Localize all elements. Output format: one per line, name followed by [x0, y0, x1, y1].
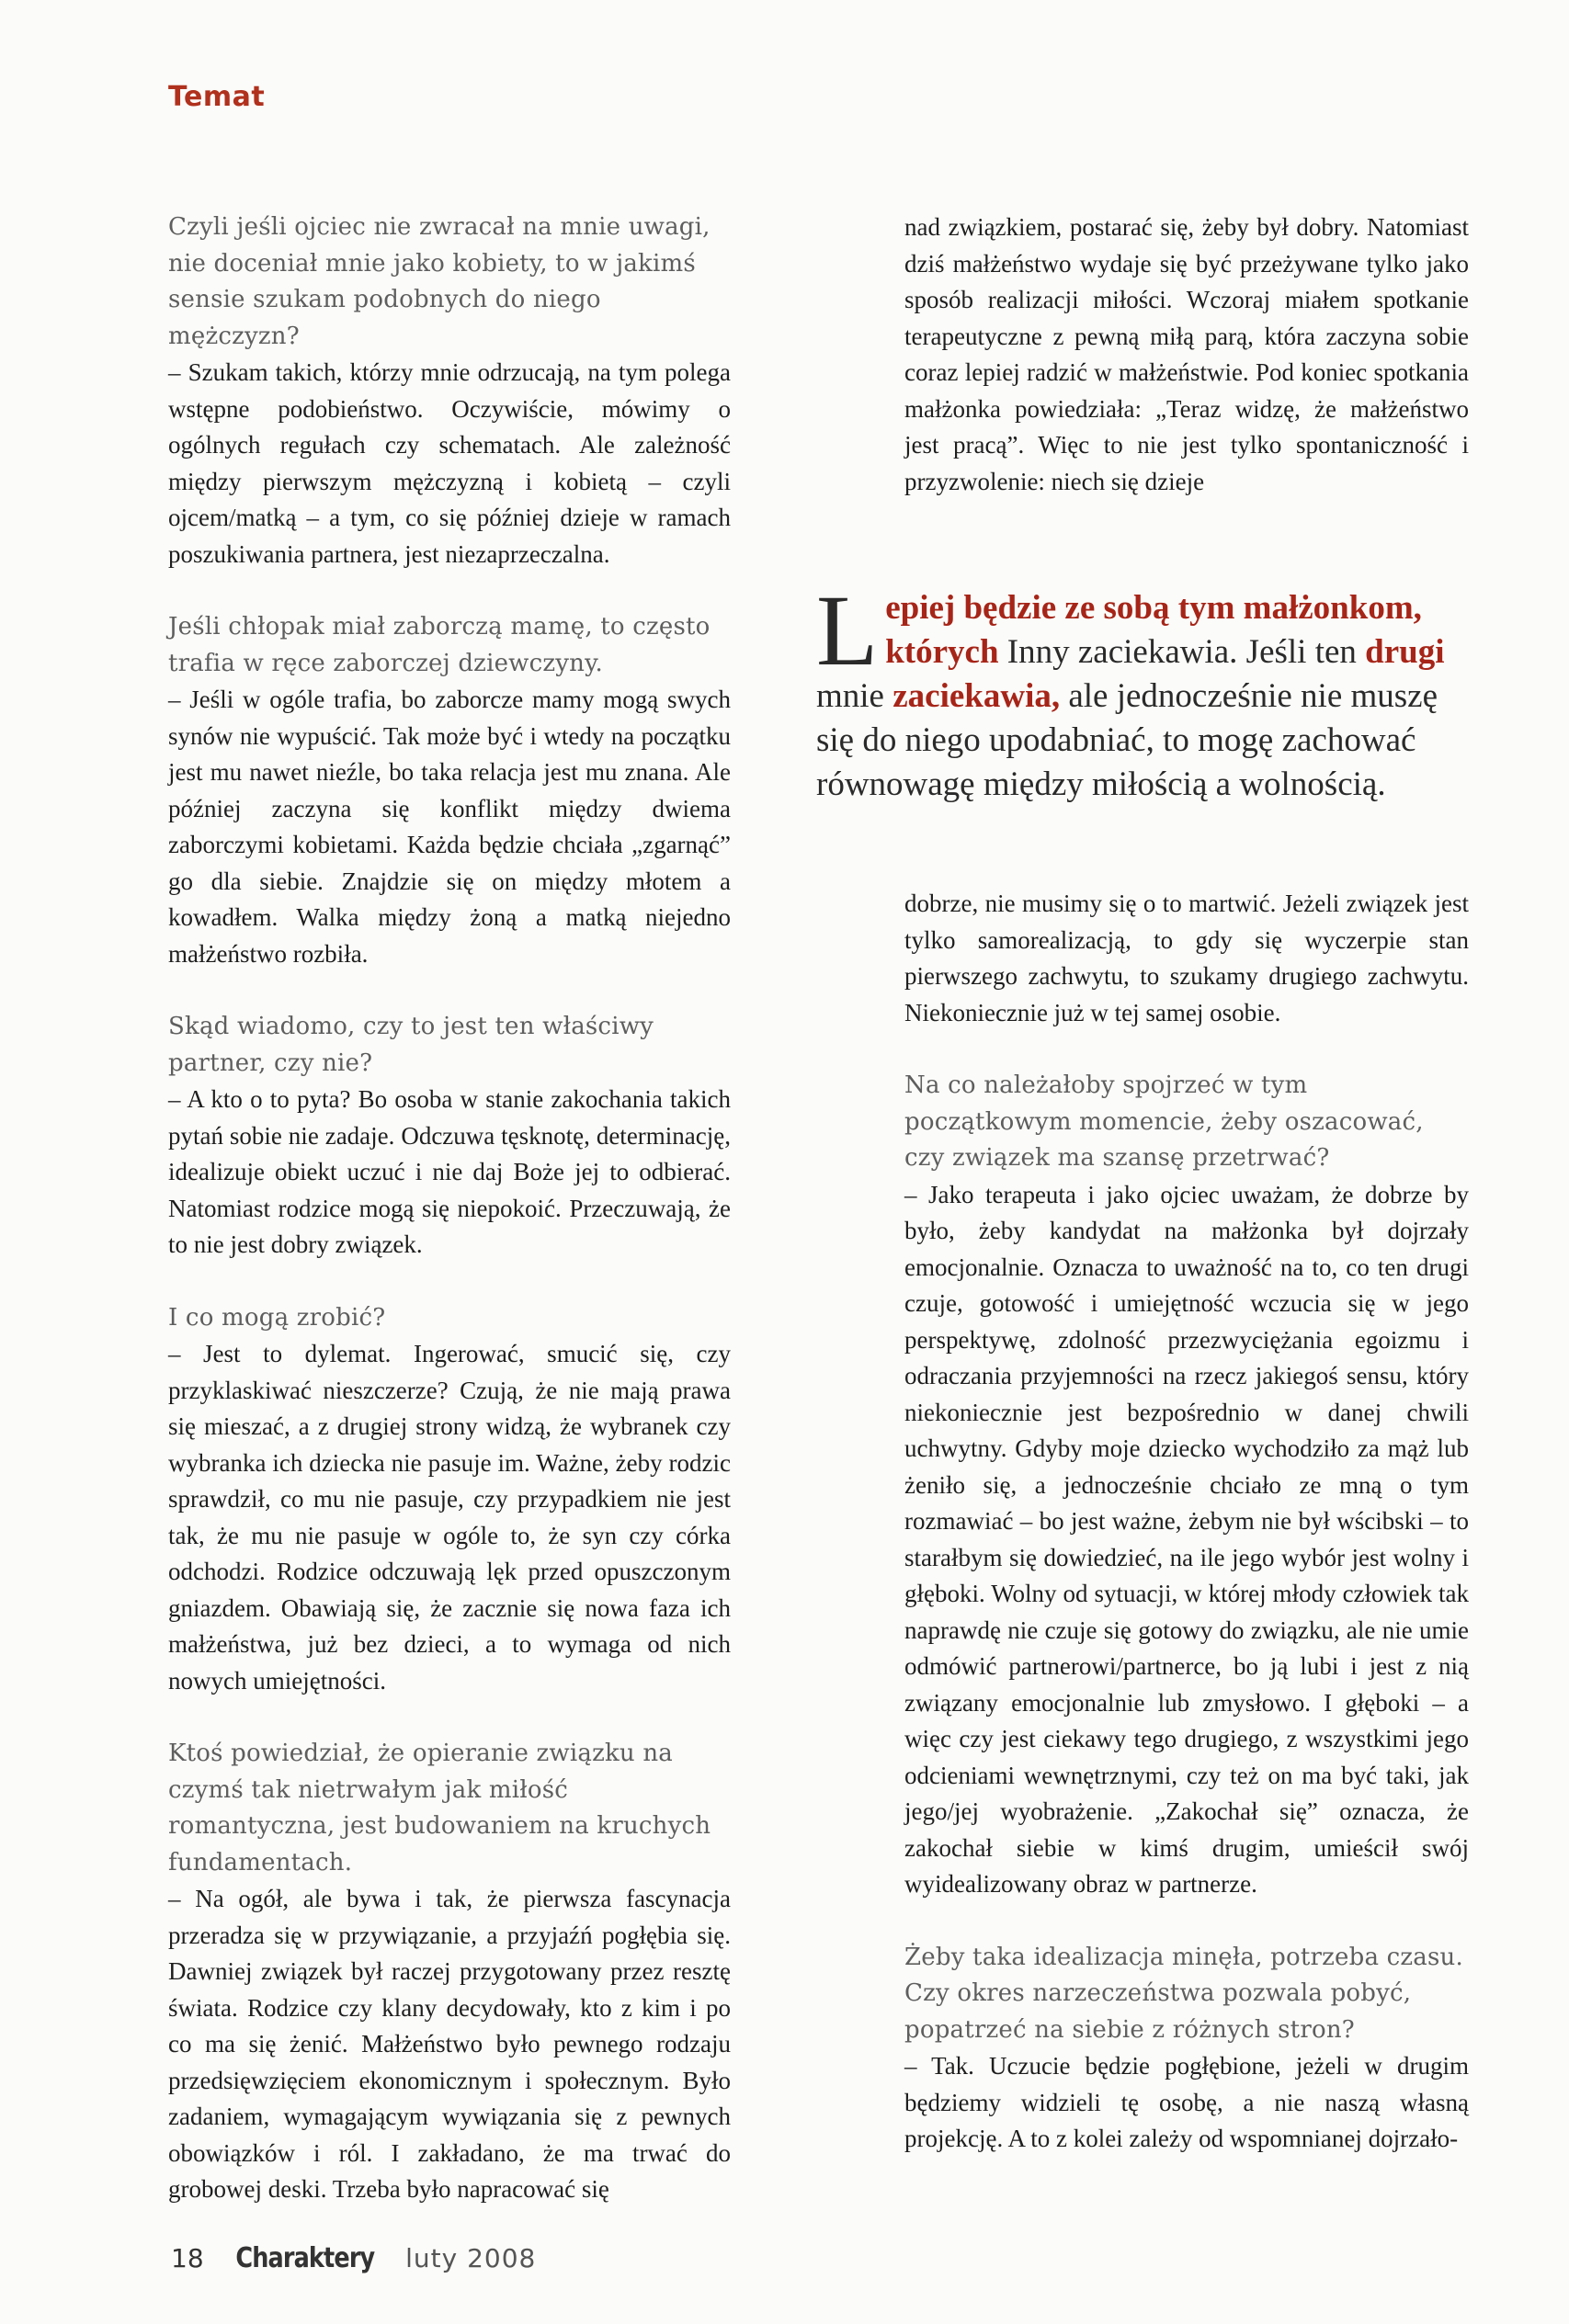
issue-date: luty 2008: [405, 2243, 537, 2273]
interview-question: Skąd wiadomo, czy to jest ten właściwy partner, czy nie?: [168, 1013, 654, 1077]
right-column-top: [904, 210, 1469, 500]
continued-paragraph: nad związkiem, postarać się, żeby był dobry. Natomiast dziś małżeństwo wydaje się być przeżywane tylko jako sposób realizacji miłości. Wczoraj miałem spotkanie terapeutyczne z pewną miłą parą, która zaczyna sobie coraz lepiej radzić w małżeństwie. Pod koniec spotkania małżonka powiedziała: „Teraz widzę, że małżeństwo jest pracą”. Więc to nie jest tylko spontaniczność i przyzwolenie: niech się dzieje: [904, 213, 1469, 495]
pull-quote-highlight: zaciekawia,: [893, 677, 1061, 715]
interview-question: I co mogą zrobić?: [168, 1303, 386, 1332]
qa-block: [168, 1009, 731, 1264]
qa-block: [904, 1940, 1469, 2158]
interview-question: Jeśli chłopak miał zaborczą mamę, to często trafia w ręce zaborczej dziewczyny.: [168, 613, 711, 677]
right-column-bottom: [904, 886, 1469, 2194]
continued-block: [904, 886, 1469, 1031]
interview-answer: – Jest to dylemat. Ingerować, smucić się, czy przyklaskiwać nieszczerze? Czują, że nie mają prawa się mieszać, a z drugiej strony widzą, że wybranek czy wybranka ich dziecka nie pasuje im. Ważne, żeby rodzic sprawdził, co mu nie pasuje, czy przypadkiem nie jest tak, że mu nie pasuje w ogóle to, że syn czy córka odchodzi. Rodzice odczuwają lęk przed opuszczonym gniazdem. Obawiają się, że zacznie się nowa faza ich małżeństwa, już bez dzieci, a to wymaga od nich nowych umiejętności.: [168, 1340, 731, 1695]
interview-answer: – Szukam takich, którzy mnie odrzucają, na tym polega wstępne podobieństwo. Oczywiście, mówimy o ogólnych regułach czy schematach. Ale zależność między pierwszym mężczyzną i kobietą – czyli ojcem/matką – a tym, co się później dzieje w ramach poszukiwania partnera, jest niezaprzeczalna.: [168, 358, 731, 568]
pull-quote-drop-cap: L: [816, 574, 879, 686]
section-label: Temat: [168, 81, 266, 113]
interview-answer: – Tak. Uczucie będzie pogłębione, jeżeli w drugim będziemy widzieli tę osobę, a nie naszą własną projekcję. A to z kolei zależy od wspomnianej dojrzało-: [904, 2052, 1469, 2152]
left-column: [168, 210, 731, 2245]
interview-answer: – A kto o to pyta? Bo osoba w stanie zakochania takich pytań sobie nie zadaje. Odczuwa tęsknotę, determinację, idealizuje obiekt uczuć i nie daj Boże jej to odbierać. Natomiast rodzice mogą się niepokoić. Przeczuwają, że to nie jest dobry związek.: [168, 1085, 731, 1258]
pull-quote-highlight: drugi: [1365, 633, 1445, 671]
page-footer: [171, 2242, 536, 2274]
interview-question: Czyli jeśli ojciec nie zwracał na mnie uwagi, nie doceniał mnie jako kobiety, to w jakimś sensie szukam podobnych do niego mężczyzn?: [168, 213, 711, 350]
qa-block: [904, 1068, 1469, 1903]
interview-question: Żeby taka idealizacja minęła, potrzeba czasu. Czy okres narzeczeństwa pozwala pobyć, popatrzeć na siebie z różnych stron?: [904, 1943, 1463, 2044]
continued-paragraph: dobrze, nie musimy się o to martwić. Jeżeli związek jest tylko samorealizacją, to gdy się wyczerpie stan pierwszego zachwytu, to szukamy drugiego zachwytu. Niekoniecznie już w tej samej osobie.: [904, 890, 1469, 1026]
pull-quote-highlight: epiej będzie ze sobą tym małżonkom, których: [885, 589, 1422, 671]
qa-block: [168, 1300, 731, 1700]
qa-block: [168, 210, 731, 572]
qa-block: [168, 609, 731, 972]
interview-answer: – Na ogół, ale bywa i tak, że pierwsza fascynacja przeradza się w przywiązanie, a przyjaźń pogłębia się. Dawniej związek był raczej przygotowany przez resztę świata. Rodzice czy klany decydowały, kto z kim i po co ma się żenić. Małżeństwo było pewnego rodzaju przedsięwzięciem ekonomicznym i społecznym. Było zadaniem, wymagającym wywiązania się z pewnych obowiązków i ról. I zakładano, że ma trwać do grobowej deski. Trzeba było napracować się: [168, 1885, 731, 2203]
pull-quote: [816, 574, 1460, 807]
pull-quote-text: mnie: [816, 677, 893, 715]
interview-question: Ktoś powiedział, że opieranie związku na czymś tak nietrwałym jak miłość romantyczna, jest budowaniem na kruchych fundamentach.: [168, 1740, 711, 1876]
pull-quote-text: Inny zaciekawia. Jeśli ten: [998, 633, 1366, 671]
qa-block: [168, 1736, 731, 2208]
interview-question: Na co należałoby spojrzeć w tym początkowym momencie, żeby oszacować, czy związek ma szansę przetrwać?: [904, 1071, 1424, 1172]
magazine-logo: Charaktery: [234, 2242, 374, 2274]
page-number: 18: [171, 2243, 204, 2273]
interview-answer: – Jeśli w ogóle trafia, bo zaborcze mamy mogą swych synów nie wypuścić. Tak może być i wtedy na początku jest mu nawet nieźle, bo taka relacja jest mu znana. Ale później zaczyna się konflikt między dwiema zaborczymi kobietami. Każda będzie chciała „zgarnąć” go dla siebie. Znajdzie się on między młotem a kowadłem. Walka między żoną a matką niejedno małżeństwo rozbiła.: [168, 686, 731, 968]
interview-answer: – Jako terapeuta i jako ojciec uważam, że dobrze by było, żeby kandydat na małżonka był dojrzały emocjonalnie. Oznacza to uważność na to, co ten drugi czuje, gotowość i umiejętność wczucia się w jego perspektywę, zdolność przezwyciężania egoizmu i odraczania przyjemności na rzecz jakiegoś sensu, który niekoniecznie jest bezpośrednio w danej chwili uchwytny. Gdyby moje dziecko wychodziło za mąż lub żeniło się, a jednocześnie chciało ze mną o tym rozmawiać – bo jest ważne, żebym nie był wścibski – to starałbym się dowiedzieć, na ile jego wybór jest wolny i głęboki. Wolny od sytuacji, w której młody człowiek tak naprawdę nie czuje się gotowy do związku, ale nie umie odmówić partnerowi/partnerce, bo ją lubi i jest z nią związany emocjonalnie lub zmysłowo. I głęboki – a więc czy jest ciekawy tego drugiego, z wszystkimi jego odcieniami wewnętrznymi, czy też on ma być taki, jak jego/jej wyobrażenie. „Zakochał się” oznacza, że zakochał siebie w kimś drugim, umieścił swój wyidealizowany obraz w partnerze.: [904, 1180, 1469, 1898]
pull-quote-text: ale jednocześnie nie muszę się do niego upodabniać, to mogę zachować równowagę między miłością a wolnością.: [816, 677, 1438, 803]
